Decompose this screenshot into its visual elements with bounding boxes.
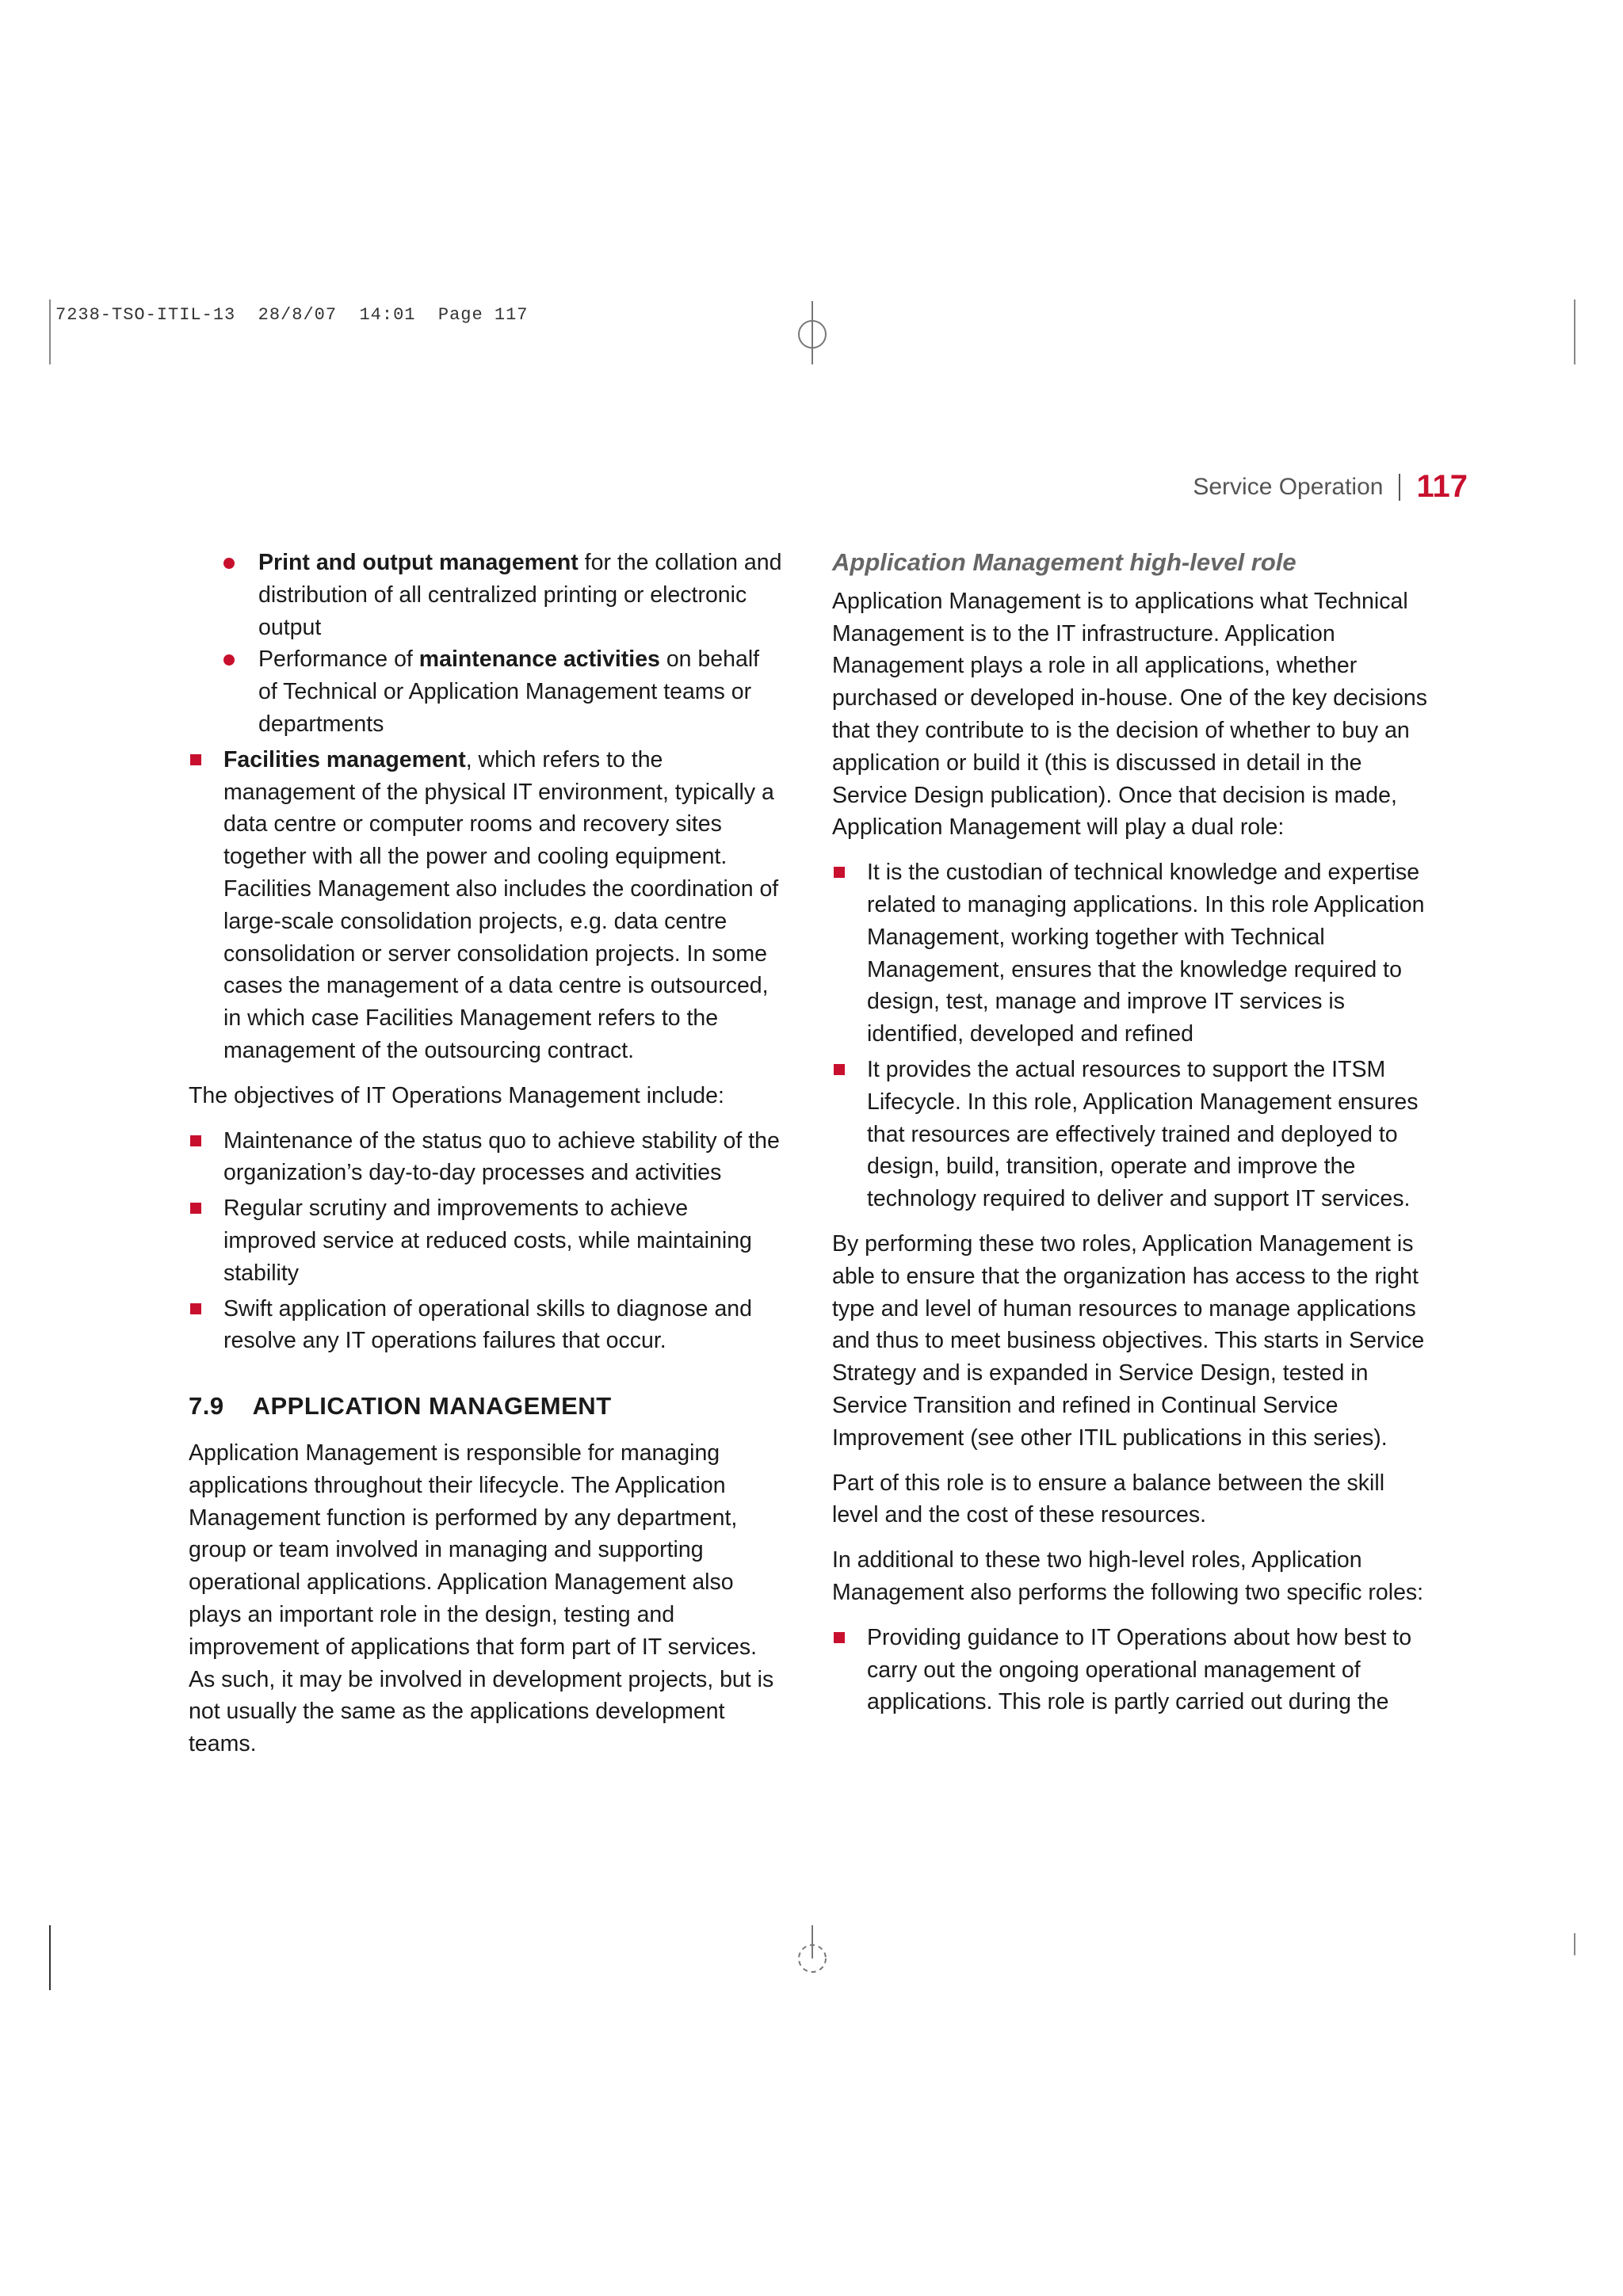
registration-mark-bottom bbox=[792, 1925, 832, 1982]
objectives-list bbox=[189, 1125, 783, 1358]
list-item: It is the custodian of technical knowledge and expertise related to managing applications. In this role Application Management, working together with Technical Management, ensures that the knowledge required to design, test, manage and improve IT services is identified, developed and refined bbox=[832, 856, 1434, 1051]
list-item: It provides the actual resources to support the ITSM Lifecycle. In this role, Application Management ensures that resources are effectively trained and deployed to design, build, transition, operate and improve the technology required to deliver and support IT services. bbox=[832, 1054, 1434, 1215]
list-item: Maintenance of the status quo to achieve stability of the organization’s day-to-day processes and activities bbox=[189, 1125, 783, 1190]
section-title: APPLICATION MANAGEMENT bbox=[252, 1392, 612, 1421]
paragraph: Part of this role is to ensure a balance between the skill level and the cost of these resources. bbox=[832, 1470, 1385, 1528]
list-item: Regular scrutiny and improvements to achieve improved service at reduced costs, while maintaining stability bbox=[189, 1192, 783, 1289]
crop-mark-top-left bbox=[49, 299, 51, 364]
section-heading bbox=[189, 1390, 783, 1423]
paragraph: In additional to these two high-level roles, Application Management also performs the following two specific roles: bbox=[832, 1547, 1424, 1605]
dot-sub-list bbox=[223, 547, 783, 741]
right-column bbox=[832, 547, 1434, 1731]
crop-mark-bottom-left bbox=[49, 1925, 51, 1990]
subheading: Application Management high-level role bbox=[832, 548, 1296, 576]
crop-mark-bottom-right bbox=[1574, 1933, 1575, 1955]
facilities-list bbox=[189, 744, 783, 1067]
item-text: on behalf of Technical or Application Management teams or departments bbox=[258, 646, 760, 737]
bold-term: Facilities management bbox=[223, 746, 466, 772]
crop-mark-top-right bbox=[1574, 299, 1575, 364]
print-slug: 7238-TSO-ITIL-13 28/8/07 14:01 Page 117 bbox=[55, 305, 529, 325]
paragraph: Application Management is to applications what Technical Management is to the IT infrastructure. Application Management plays a role in all applications, whether purchased or developed in-house. One of the key decisions that they contribute to is the decision of whether to buy an application or build it (this is discussed in detail in the Service Design publication). Once that decision is made, Application Management will play a dual role: bbox=[832, 588, 1427, 841]
list-item bbox=[223, 643, 783, 740]
running-header bbox=[1193, 469, 1468, 505]
list-item: Swift application of operational skills to diagnose and resolve any IT operations failures that occur. bbox=[189, 1293, 783, 1358]
section-number: 7.9 bbox=[189, 1392, 224, 1421]
sub-list-wrapper bbox=[189, 547, 783, 741]
page-number: 117 bbox=[1416, 469, 1468, 504]
roles-list bbox=[832, 856, 1434, 1215]
objectives-intro: The objectives of IT Operations Management include: bbox=[189, 1082, 724, 1108]
item-text: for the collation and distribution of all centralized printing or electronic output bbox=[258, 550, 782, 640]
list-item bbox=[223, 547, 783, 643]
item-text: Performance of bbox=[258, 646, 419, 673]
section-paragraph: Application Management is responsible for managing applications throughout their lifecycle. The Application Management function is performed by any department, group or team involved in managing and supporting operational applications. Application Management also plays an important role in the design, testing and improvement of applications that form part of IT services. As such, it may be involved in development projects, but is not usually the same as the applications development teams. bbox=[189, 1440, 774, 1757]
bold-term: Print and output management bbox=[258, 550, 579, 575]
item-text: , which refers to the management of the physical IT environment, typically a data centre or computer rooms and recovery sites together with all the power and cooling equipment. Facilities Management also includes the coordination of large-scale consolidation projects, e.g. data centre consolidation or server consolidation projects. In some cases the management of a data centre is outsourced, in which case Facilities Management refers to the management of the outsourcing contract. bbox=[223, 746, 779, 1063]
paragraph: By performing these two roles, Application Management is able to ensure that the organization has access to the right type and level of human resources to manage applications and thus to meet business objectives. This starts in Service Strategy and is expanded in Service Design, tested in Service Transition and refined in Continual Service Improvement (see other ITIL publications in this series). bbox=[832, 1230, 1425, 1451]
specific-roles-list bbox=[832, 1622, 1434, 1718]
list-item: Providing guidance to IT Operations about how best to carry out the ongoing operational management of applications. This role is partly carried out during the bbox=[832, 1622, 1434, 1718]
running-header-title: Service Operation bbox=[1193, 473, 1384, 500]
bold-term: maintenance activities bbox=[418, 646, 660, 673]
list-item bbox=[189, 744, 783, 1067]
left-column bbox=[189, 547, 783, 1773]
registration-mark-top bbox=[792, 301, 832, 364]
header-divider bbox=[1399, 474, 1400, 501]
